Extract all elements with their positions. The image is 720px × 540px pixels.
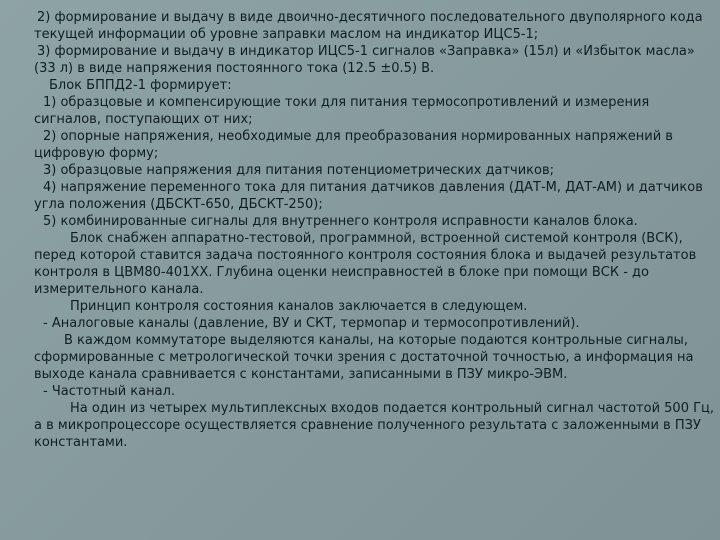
- paragraph-commutator: В каждом коммутаторе выделяются каналы, на которые подаются контрольные сигналы, сформированные с метрологической точки зрения с достаточной точностью, а информация на выходе канала сравнивается с константами, записанными в ПЗУ микро-ЭВМ.: [34, 333, 694, 382]
- paragraph-list-4: 4) напряжение переменного тока для питания датчиков давления (ДАТ-М, ДАТ-АМ) и датчиков угла положения (ДБСКТ-650, ДБСКТ-250);: [34, 180, 703, 212]
- paragraph-item-3: 3) формирование и выдачу в индикатор ИЦС5-1 сигналов «Заправка» (15л) и «Избыток масла» (33 л) в виде напряжения постоянного тока (12.5 ±0.5) В.: [34, 44, 695, 76]
- paragraph-list-5: 5) комбинированные сигналы для внутреннего контроля исправности каналов блока.: [43, 214, 638, 229]
- paragraph-heading-bppd: Блок БППД2-1 формирует:: [49, 78, 232, 93]
- slide-text: [34, 9, 714, 451]
- paragraph-list-2: 2) опорные напряжения, необходимые для преобразования нормированных напряжений в цифровую форму;: [34, 129, 673, 161]
- paragraph-list-3: 3) образцовые напряжения для питания потенциометрических датчиков;: [43, 163, 555, 178]
- paragraph-frequency-channel: - Частотный канал.: [43, 384, 176, 399]
- paragraph-item-2: 2) формирование и выдачу в виде двоично-десятичного последовательного двуполярного кода текущей информации об уровне заправки маслом на индикатор ИЦС5-1;: [34, 10, 703, 42]
- paragraph-vsk: Блок снабжен аппаратно-тестовой, программной, встроенной системой контроля (ВСК), перед которой ставится задача постоянного контроля состояния блока и выдачей результатов контроля в ЦВМ80-401ХХ. Глубина оценки неисправностей в блоке при помощи ВСК - до измерительного канала.: [34, 231, 697, 297]
- paragraph-principle: Принцип контроля состояния каналов заключается в следующем.: [70, 299, 528, 314]
- paragraph-analog-channels: - Аналоговые каналы (давление, ВУ и СКТ, термопар и термосопротивлений).: [43, 316, 580, 331]
- paragraph-list-1: 1) образцовые и компенсирующие токи для питания термосопротивлений и измерения сигналов, поступающих от них;: [34, 95, 650, 127]
- paragraph-multiplex: На один из четырех мультиплексных входов подается контрольный сигнал частотой 500 Гц, а в микропроцессоре осуществляется сравнение полученного результата с заложенными в ПЗУ константами.: [34, 401, 715, 450]
